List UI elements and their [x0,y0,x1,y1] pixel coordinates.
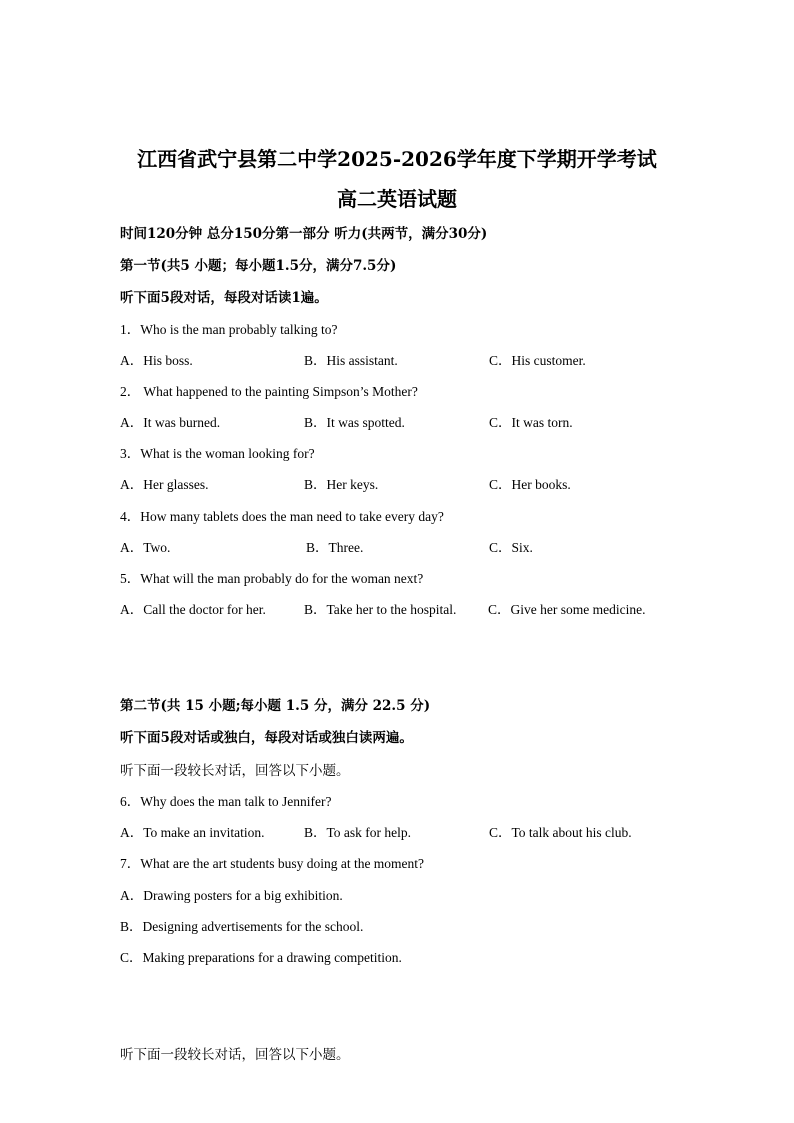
q4-option-a: A．Two. [120,540,171,555]
question-1: 1．Who is the man probably talking to? [120,322,338,337]
question-5: 5．What will the man probably do for the woman next? [120,571,424,586]
q5-option-a: A．Call the doctor for her. [120,602,266,617]
q4-option-c: C．Six. [489,540,533,555]
question-2: 2． What happened to the painting Simpson’s Mother? [120,384,418,399]
q1-option-a: A．His boss. [120,353,193,368]
q4-option-b: B．Three. [306,540,364,555]
question-3: 3．What is the woman looking for? [120,446,315,461]
q3-option-a: A．Her glasses. [120,477,209,492]
q5-option-b: B．Take her to the hospital. [304,602,457,617]
q6-option-b: B．To ask for help. [304,825,412,840]
q3-option-c: C．Her books. [489,477,571,492]
exam-subtitle: 高二英语试题 [337,187,457,211]
section2-prompt-1: 听下面一段较长对话，回答以下小题。 [120,763,350,779]
question-6: 6．Why does the man talk to Jennifer? [120,794,332,809]
q5-option-c: C．Give her some medicine. [488,602,646,617]
section1-instruction: 听下面5段对话，每段对话读1遍。 [120,290,328,306]
question-7: 7．What are the art students busy doing at the moment? [120,856,425,871]
exam-info: 时间120分钟 总分150分第一部分 听力(共两节，满分30分) [120,226,488,242]
q2-option-b: B．It was spotted. [304,415,405,430]
q6-option-a: A．To make an invitation. [120,825,265,840]
question-4: 4．How many tablets does the man need to take every day? [120,509,444,524]
q7-option-a: A．Drawing posters for a big exhibition. [120,888,343,903]
section1-heading: 第一节(共5 小题；每小题1.5分，满分7.5分) [120,258,397,274]
q2-option-c: C．It was torn. [489,415,573,430]
q6-option-c: C．To talk about his club. [489,825,632,840]
q1-option-b: B．His assistant. [304,353,398,368]
q7-option-c: C．Making preparations for a drawing competition. [120,950,402,965]
exam-title: 江西省武宁县第二中学2025-2026学年度下学期开学考试 [137,147,657,171]
q2-option-a: A．It was burned. [120,415,221,430]
q7-option-b: B．Designing advertisements for the school. [120,919,364,934]
section2-heading: 第二节(共 15 小题;每小题 1.5 分，满分 22.5 分) [120,698,431,714]
section2-prompt-2: 听下面一段较长对话，回答以下小题。 [120,1047,350,1063]
q3-option-b: B．Her keys. [304,477,379,492]
q1-option-c: C．His customer. [489,353,586,368]
section2-instruction: 听下面5段对话或独白，每段对话或独白读两遍。 [120,730,413,746]
